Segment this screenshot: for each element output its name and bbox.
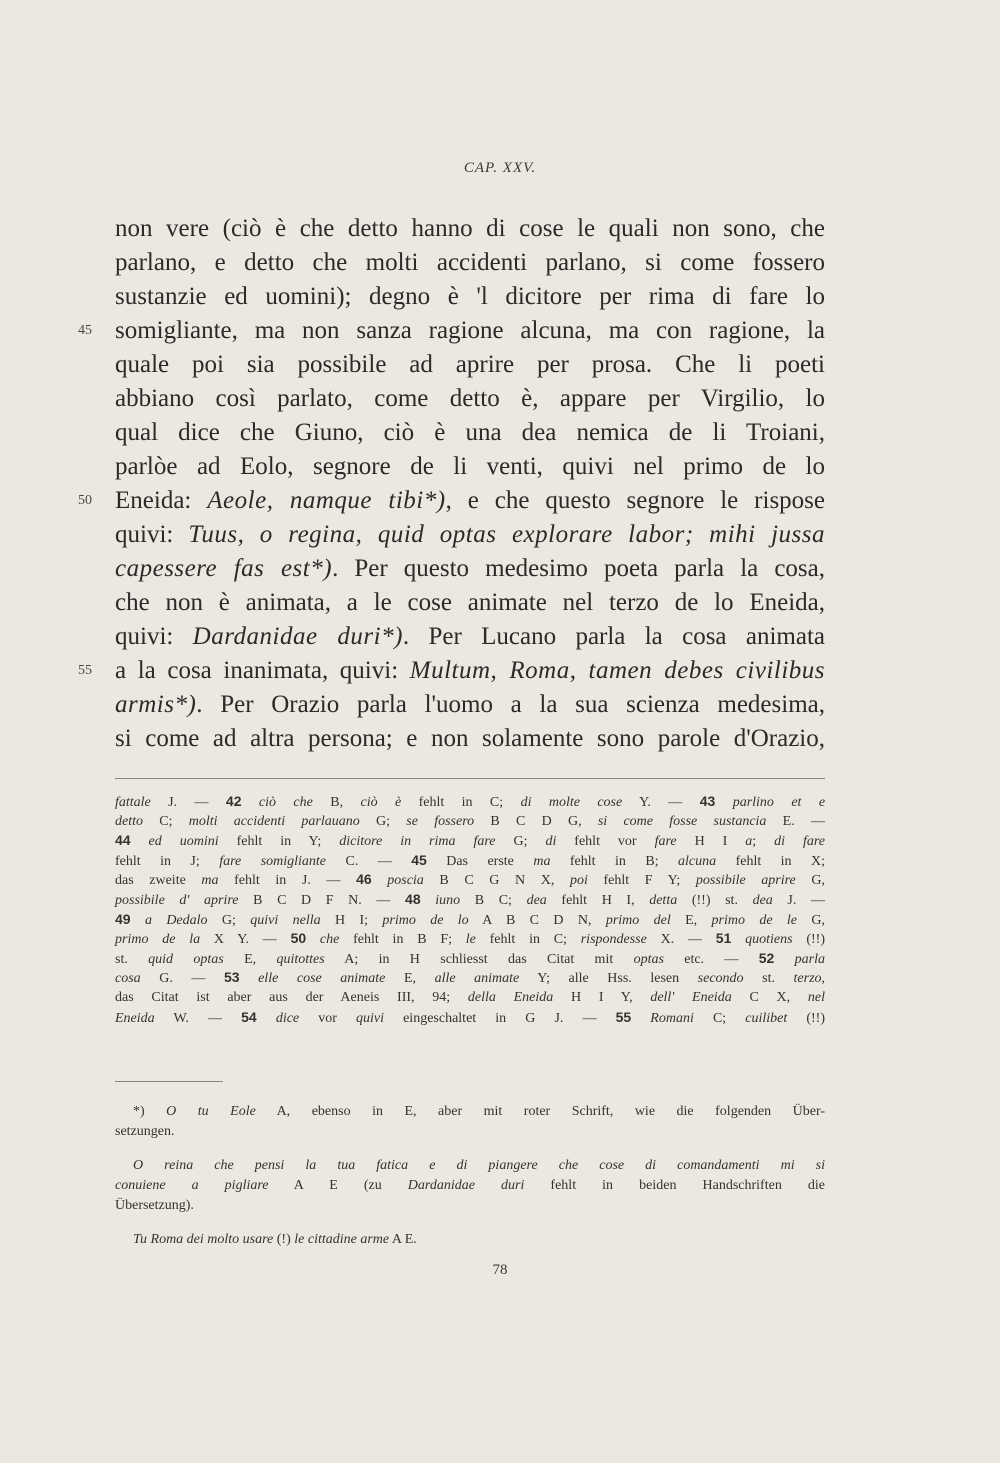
line-number: 45 [78, 323, 92, 338]
apparatus-line: das Citat ist aber aus der Aeneis III, 94; della Eneida H I Y, dell' Eneida C X, nel [115, 989, 825, 1005]
text-line-content: capessere fas est*). Per questo medesimo poeta parla la cosa, [115, 555, 825, 582]
text-line-content: parlòe ad Eolo, segnore de li venti, quivi nel primo de lo [115, 453, 825, 480]
note-gap [115, 1142, 825, 1156]
apparatus-line: fattale J. — 42 ciò che B, ciò è fehlt in C; di molte cose Y. — 43 parlino et e [115, 793, 826, 810]
text-line-content: non vere (ciò è che detto hanno di cose le quali non sono, che [115, 215, 825, 242]
footnote-line: Tu Roma dei molto usare (!) le cittadine arme A E. [133, 1232, 417, 1247]
main-divider [115, 778, 825, 779]
text-line [115, 586, 825, 620]
text-line [78, 654, 825, 688]
text-line-content: a la cosa inanimata, quivi: Multum, Roma, tamen debes civilibus [115, 657, 825, 684]
apparatus-line: primo de la X Y. — 50 che fehlt in B F; le fehlt in C; rispondesse X. — 51 quotiens (!!) [115, 930, 826, 948]
apparatus-line: 44 ed uomini fehlt in Y; dicitore in rima fare G; di fehlt vor fare H I a; di fare [115, 832, 826, 850]
text-line-content: abbiano così parlato, come detto è, appare per Virgilio, lo [115, 385, 825, 412]
text-line-content: quivi: Tuus, o regina, quid optas explorare labor; mihi jussa [115, 521, 825, 548]
text-line-content: somigliante, ma non sanza ragione alcuna, ma con ragione, la [115, 317, 825, 344]
text-line [115, 416, 825, 450]
text-line [115, 246, 825, 280]
critical-apparatus [115, 792, 825, 1027]
chapter-heading: CAP. XXV. [463, 160, 537, 176]
text-line [115, 212, 825, 246]
note-gap [115, 1216, 825, 1230]
apparatus-line: 49 a Dedalo G; quivi nella H I; primo de lo A B C D N, primo del E, primo de le G, [115, 910, 825, 928]
apparatus-line: detto C; molti accidenti parlauano G; se fossero B C D G, si come fosse sustancia E. — [115, 813, 826, 829]
text-line-content: sustanzie ed uomini); degno è 'l dicitore per rima di fare lo [115, 283, 825, 310]
text-line [115, 518, 825, 552]
text-line-content: quivi: Dardanidae duri*). Per Lucano parla la cosa animata [115, 623, 825, 650]
notes-divider [115, 1081, 223, 1082]
footnote-line: setzungen. [115, 1124, 175, 1139]
text-line-content: qual dice che Giuno, ciò è una dea nemica de li Troiani, [115, 419, 825, 446]
footnote-line: O reina che pensi la tua fatica e di piangere che cose di comandamenti mi si [133, 1158, 825, 1173]
text-line-content: che non è animata, a le cose animate nel terzo de lo Eneida, [115, 589, 825, 616]
text-line [115, 722, 825, 756]
text-line [115, 450, 825, 484]
text-line-content: Eneida: Aeole, namque tibi*), e che questo segnore le rispose [115, 487, 825, 514]
line-number: 50 [78, 493, 92, 508]
text-line [78, 314, 825, 348]
line-number: 55 [78, 663, 92, 678]
text-line [115, 280, 825, 314]
text-line [115, 688, 825, 722]
apparatus-line: Eneida W. — 54 dice vor quivi eingeschaltet in G J. — 55 Romani C; cuilibet (!!) [115, 1008, 826, 1026]
page-number: 78 [492, 1262, 508, 1278]
main-text-block [78, 212, 825, 756]
footnote-line: *) O tu Eole A, ebenso in E, aber mit roter Schrift, wie die folgenden Über- [133, 1104, 825, 1119]
footnote-line: Übersetzung). [115, 1198, 194, 1213]
text-line-content: quale poi sia possibile ad aprire per prosa. Che li poeti [115, 351, 825, 378]
apparatus-line: das zweite ma fehlt in J. — 46 poscia B C G N X, poi fehlt F Y; possibile aprire G, [115, 871, 825, 889]
text-line-content: parlano, e detto che molti accidenti parlano, si come fossero [115, 249, 825, 276]
text-line [115, 348, 825, 382]
apparatus-line: possibile d' aprire B C D F N. — 48 iuno B C; dea fehlt H I, detta (!!) st. dea J. — [115, 890, 825, 908]
text-line [115, 620, 825, 654]
text-line-content: si come ad altra persona; e non solamente sono parole d'Orazio, [115, 725, 825, 752]
text-line [115, 382, 825, 416]
apparatus-line: st. quid optas E, quitottes A; in H schliesst das Citat mit optas etc. — 52 parla [115, 949, 825, 967]
apparatus-line: cosa G. — 53 elle cose animate E, alle animate Y; alle Hss. lesen secondo st. terzo, [115, 969, 826, 987]
footnote-line: conuiene a pigliare A E (zu Dardanidae duri fehlt in beiden Handschriften die [115, 1178, 825, 1193]
text-line [78, 484, 825, 518]
apparatus-line: fehlt in J; fare somigliante C. — 45 Das erste ma fehlt in B; alcuna fehlt in X; [115, 851, 826, 869]
footnotes [115, 1102, 825, 1250]
text-line-content: armis*). Per Orazio parla l'uomo a la sua scienza medesima, [115, 691, 825, 718]
text-line [115, 552, 825, 586]
